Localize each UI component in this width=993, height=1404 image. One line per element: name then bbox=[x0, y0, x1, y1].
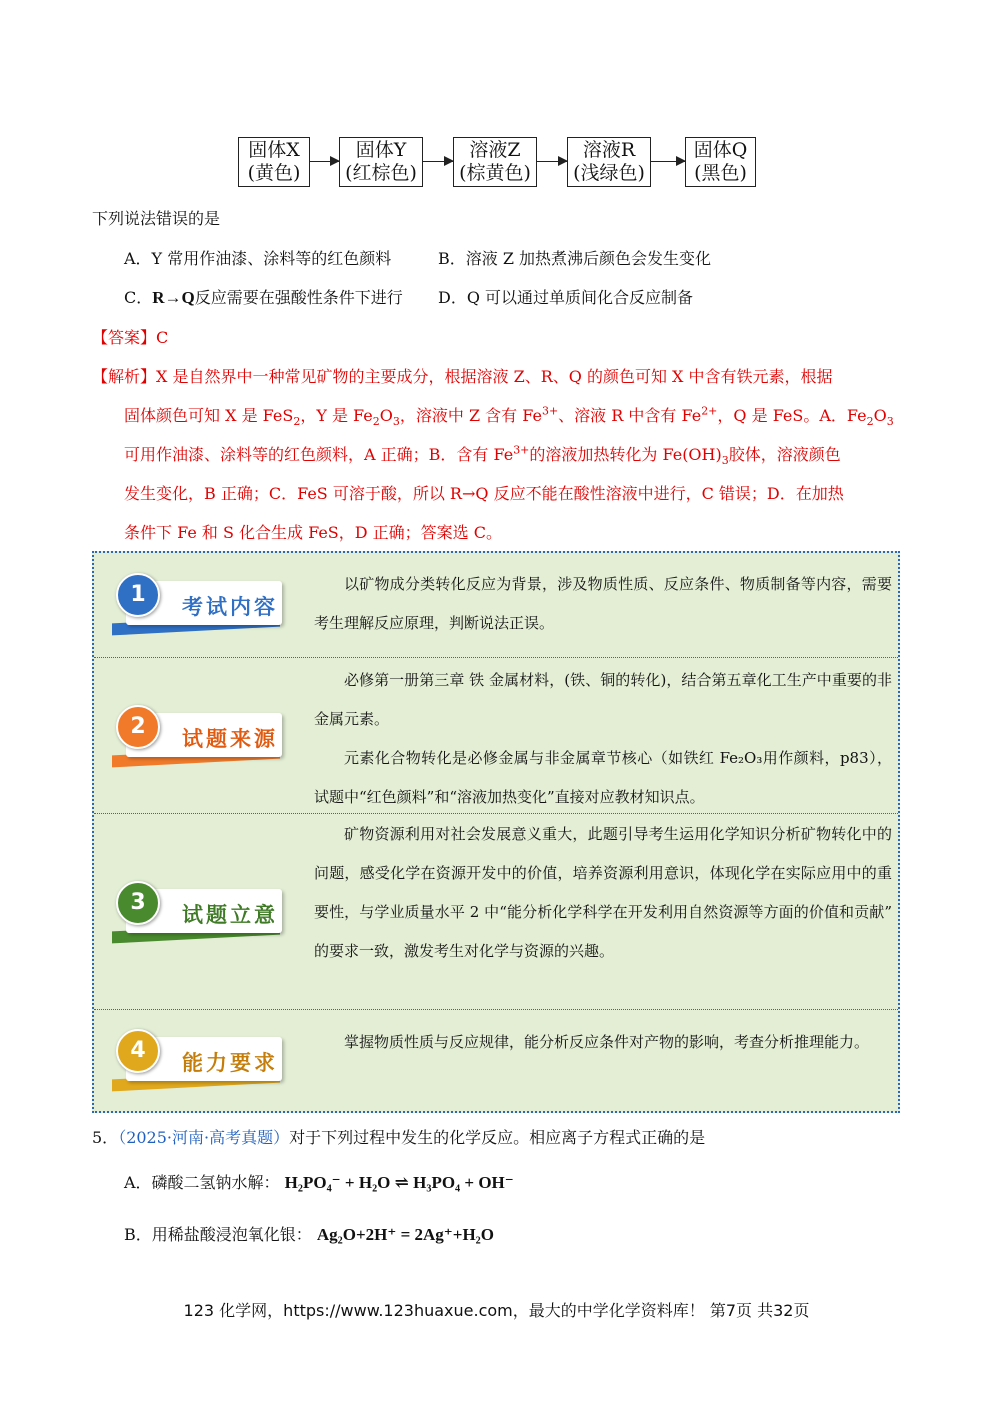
flow-box-z bbox=[453, 137, 537, 187]
row-text: 以矿物成分类转化反应为背景，涉及物质性质、反应条件、物质制备等内容，需要考生理解反应原理，判断说法正误。 bbox=[314, 575, 892, 632]
answer-value: C bbox=[156, 328, 169, 347]
subscript: 3 bbox=[392, 415, 400, 429]
flow-box-y bbox=[339, 137, 423, 187]
option-equation: Ag₂O+2H⁺ = 2Ag⁺+H₂O bbox=[316, 1225, 495, 1244]
analysis-text: ，溶液中 Z 含有 Fe bbox=[399, 406, 542, 425]
badge-title: 试题来源 bbox=[182, 726, 278, 751]
badge-number: 4 bbox=[116, 1029, 160, 1073]
analysis-text: 的溶液加热转化为 Fe(OH) bbox=[529, 445, 722, 464]
flow-box-x bbox=[238, 137, 310, 187]
panel-row-ability bbox=[94, 1009, 898, 1113]
option-a: A．Y 常用作油漆、涂料等的红色颜料 bbox=[124, 249, 392, 268]
badge-title: 能力要求 bbox=[182, 1050, 278, 1075]
analysis-text: 固体颜色可知 X 是 FeS bbox=[124, 406, 294, 425]
analysis-text: ，Q 是 FeS。A．Fe bbox=[717, 406, 867, 425]
analysis-text: X 是自然界中一种常见矿物的主要成分，根据溶液 Z、R、Q 的颜色可知 X 中含有铁元素，根据 bbox=[156, 367, 833, 386]
flow-box-label: 溶液Z bbox=[469, 139, 521, 161]
superscript: 2+ bbox=[701, 404, 718, 418]
row-text: 元素化合物转化是必修金属与非金属章节核心（如铁红 Fe₂O₃用作颜料，p83），试题中“红色颜料”和“溶液加热变化”直接对应教材知识点。 bbox=[314, 749, 892, 806]
badge-title: 考试内容 bbox=[182, 594, 278, 619]
question-5-stem bbox=[92, 1125, 705, 1148]
row-text: 必修第一册第三章 铁 金属材料，(铁、铜的转化)，结合第五章化工生产中重要的非金属元素。 bbox=[314, 671, 892, 728]
question-source: （2025·河南·高考真题） bbox=[118, 1128, 290, 1147]
flow-arrow bbox=[310, 161, 339, 162]
panel-row-source bbox=[94, 657, 898, 814]
flow-arrow bbox=[651, 161, 685, 162]
superscript: 3+ bbox=[541, 404, 559, 418]
row-text: 掌握物质性质与反应规律，能分析反应条件对产物的影响，考查分析推理能力。 bbox=[344, 1033, 870, 1051]
badge-number: 2 bbox=[116, 705, 160, 749]
badge-ability bbox=[112, 1033, 282, 1087]
analysis-line-1 bbox=[92, 364, 833, 387]
flow-box-q bbox=[685, 137, 756, 187]
q5-option-a bbox=[124, 1170, 514, 1193]
badge-intent bbox=[112, 885, 282, 939]
badge-number: 1 bbox=[116, 573, 160, 617]
flow-box-color: (浅绿色) bbox=[573, 162, 645, 184]
flow-box-color: (棕黄色) bbox=[459, 162, 531, 184]
answer-label: 【答案】 bbox=[92, 328, 157, 347]
panel-row-intent bbox=[94, 813, 898, 1010]
panel-row-exam-content bbox=[94, 553, 898, 658]
option-label: A．磷酸二氢钠水解： bbox=[124, 1173, 280, 1192]
option-c-text: 反应需要在强酸性条件下进行 bbox=[194, 288, 403, 307]
flow-box-color: (黑色) bbox=[694, 162, 747, 184]
option-b: B．溶液 Z 加热煮沸后颜色会发生变化 bbox=[438, 249, 712, 268]
question-number: 5． bbox=[92, 1128, 119, 1147]
option-label: B．用稀盐酸浸泡氧化银： bbox=[124, 1225, 312, 1244]
flow-box-label: 固体Q bbox=[693, 139, 748, 161]
subscript: 3 bbox=[721, 454, 729, 468]
q5-option-b bbox=[124, 1222, 494, 1245]
analysis-text: 、溶液 R 中含有 Fe bbox=[558, 406, 702, 425]
option-c bbox=[124, 285, 403, 308]
answer bbox=[92, 325, 168, 348]
option-equation: H₂PO₄⁻ + H₂O ⇌ H₃PO₄ + OH⁻ bbox=[284, 1173, 514, 1192]
flow-box-label: 固体Y bbox=[355, 139, 407, 161]
analysis-line-3 bbox=[124, 442, 841, 467]
option-c-relation: R→Q bbox=[152, 288, 195, 307]
analysis-text: ，Y 是 Fe bbox=[300, 406, 373, 425]
subscript: 2 bbox=[372, 415, 380, 429]
flow-arrow bbox=[537, 161, 567, 162]
analysis-line-5: 条件下 Fe 和 S 化合生成 FeS，D 正确；答案选 C。 bbox=[124, 523, 502, 542]
analysis-label: 【解析】 bbox=[92, 367, 157, 386]
badge-source bbox=[112, 709, 282, 763]
analysis-line-2: 固体颜色可知 X 是 FeS$_2$，Y 是 $Fe_2O_3$，溶液中 Z 含有 $Fe^{3+}$、溶液 R 中含有 $Fe^{2+}$，Q 是 FeS。A．$Fe_2O_3$ bbox=[124, 404, 894, 429]
flow-box-label: 溶液R bbox=[582, 139, 636, 161]
badge-title: 试题立意 bbox=[182, 902, 278, 927]
option-d: D．Q 可以通过单质间化合反应制备 bbox=[438, 288, 694, 307]
question-stem: 下列说法错误的是 bbox=[92, 209, 221, 228]
analysis-text: 胶体，溶液颜色 bbox=[728, 445, 841, 464]
badge-number: 3 bbox=[116, 881, 160, 925]
subscript: 2 bbox=[293, 415, 301, 429]
row-text: 矿物资源利用对社会发展意义重大，此题引导考生运用化学知识分析矿物转化中的问题，感受化学在资源开发中的价值，培养资源利用意识，体现化学在实际应用中的重要性，与学业质量水平 2 中“能分析化学科学在开发利用自然资源等方面的价值和贡献” 的要求一致，激发考生对化学与资源的兴趣。 bbox=[314, 825, 892, 960]
badge-exam-content bbox=[112, 577, 282, 631]
analysis-line-4: 发生变化，B 正确；C．FeS 可溶于酸，所以 R→Q 反应不能在酸性溶液中进行，C 错误；D．在加热 bbox=[124, 484, 844, 503]
flow-box-r bbox=[567, 137, 651, 187]
flow-box-color: (红棕色) bbox=[345, 162, 417, 184]
analysis-text: 可用作油漆、涂料等的红色颜料，A 正确；B．含有 Fe bbox=[124, 445, 514, 464]
option-c-prefix: C． bbox=[124, 288, 153, 307]
subscript: 3 bbox=[886, 415, 894, 429]
analysis-panel bbox=[92, 551, 900, 1113]
flow-arrow bbox=[423, 161, 453, 162]
page-footer: 123 化学网，https://www.123huaxue.com，最大的中学化学资料库！ 第7页 共32页 bbox=[183, 1301, 810, 1320]
question-text: 对于下列过程中发生的化学反应。相应离子方程式正确的是 bbox=[289, 1128, 706, 1147]
flow-box-color: (黄色) bbox=[247, 162, 301, 184]
superscript: 3+ bbox=[513, 443, 530, 457]
flow-box-label: 固体X bbox=[248, 139, 300, 161]
